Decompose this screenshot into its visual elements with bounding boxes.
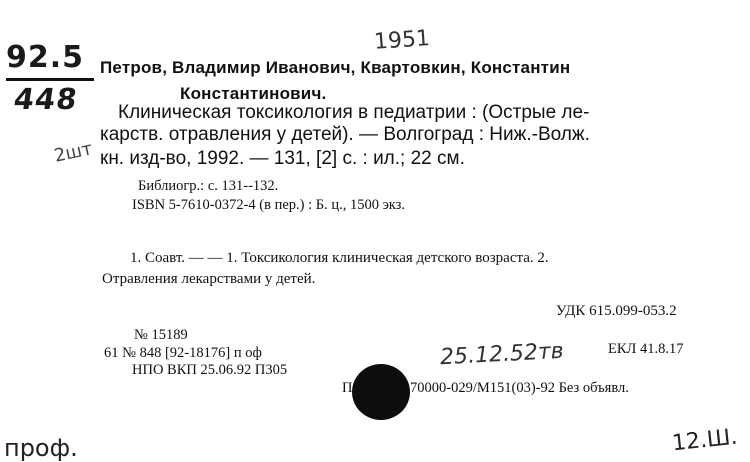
author-heading: Петров, Владимир Иванович, Квартовкин, Константин (100, 58, 571, 77)
handwritten-bottom-right: 12.Ш. (670, 424, 739, 457)
author-heading-continued: Константинович. (180, 84, 327, 103)
subjects-line-1: 1. Соавт. — — 1. Токсикология клиническая детского возраста. 2. (130, 250, 549, 266)
title-line-2: карств. отравления у детей). — Волгоград : Ниж.-Волж. (100, 124, 590, 145)
handwritten-year: 1951 (373, 26, 431, 55)
ink-stamp (352, 364, 410, 420)
handwritten-divider (6, 78, 94, 81)
subjects-line-2: Отравления лекарствами у детей. (102, 271, 316, 287)
bibliography-note: Библиогр.: с. 131--132. (138, 178, 279, 194)
handwritten-date: 25.12.52тв (439, 338, 565, 371)
npo-line: НПО ВКП 25.06.92 П305 (132, 362, 288, 378)
title-line-1: Клиническая токсикология в педиатрии : (Острые ле- (118, 102, 590, 123)
code-prefix: П (342, 380, 353, 396)
ekl-code: ЕКЛ 41.8.17 (608, 341, 684, 357)
handwritten-margin-mark: 2шт (52, 138, 95, 167)
publisher-code-line: 70000-029/М151(03)-92 Без объявл. (410, 380, 629, 396)
isbn-line: ISBN 5-7610-0372-4 (в пер.) : Б. ц., 1500 экз. (132, 197, 406, 213)
handwritten-class-subnumber: 448 (11, 82, 80, 116)
order-number: 61 № 848 [92-18176] п оф (104, 345, 262, 361)
registration-number: № 15189 (134, 327, 188, 343)
title-line-3: кн. изд-во, 1992. — 131, [2] с. : ил.; 22 см. (100, 148, 465, 169)
handwritten-class-number: 92.5 (6, 40, 85, 75)
udk-code: УДК 615.099-053.2 (556, 303, 677, 319)
handwritten-bottom-left: проф. (4, 434, 78, 462)
